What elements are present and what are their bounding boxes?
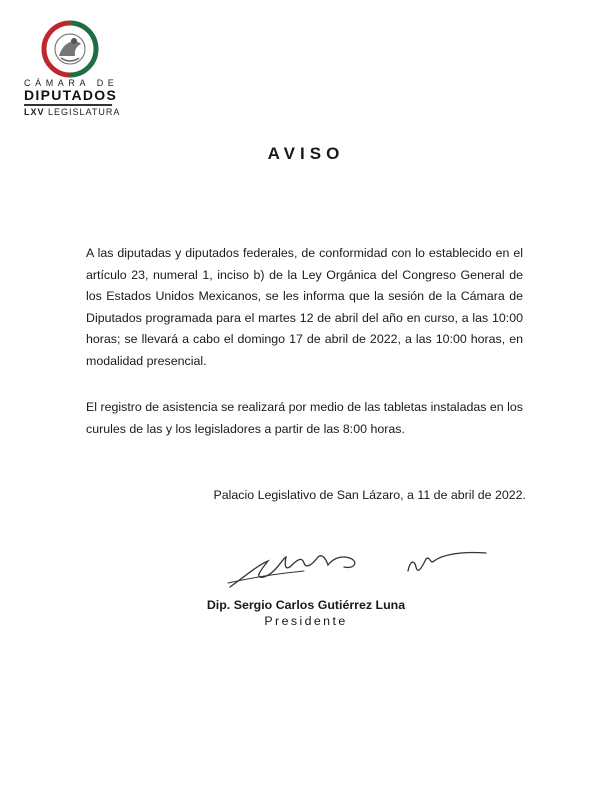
logo-divider <box>24 104 112 106</box>
chamber-seal-icon <box>41 20 99 78</box>
place-and-date: Palacio Legislativo de San Lázaro, a 11 de abril de 2022. <box>213 488 526 502</box>
attendance-paragraph: El registro de asistencia se realizará por medio de las tabletas instaladas en los curules de las y los legisladores a partir de las 8:00 horas. <box>86 400 523 436</box>
page-title: AVISO <box>267 144 345 163</box>
logo-legislatura-text <box>24 107 120 117</box>
handwritten-signature <box>224 537 494 597</box>
logo-legislature-number: LXV <box>24 107 45 117</box>
logo-diputados-text: DIPUTADOS <box>24 87 118 103</box>
signer-name: Dip. Sergio Carlos Gutiérrez Luna <box>206 598 406 612</box>
logo-legislature-word: LEGISLATURA <box>44 107 121 117</box>
notice-paragraph: A las diputadas y diputados federales, de conformidad con lo establecido en el artículo 23, numeral 1, inciso b) de la Ley Orgánica del Congreso General de los Estados Unidos Mexicanos, se les informa que la sesión de la Cámara de Diputados programada para el martes 12 de abril del año en curso, a las 10:00 horas; se llevará a cabo el domingo 17 de abril de 2022, a las 10:00 horas, en modalidad presencial. <box>86 246 523 368</box>
logo-camara-text: CÁMARA DE <box>24 78 119 88</box>
signer-role: Presidente <box>264 614 348 628</box>
